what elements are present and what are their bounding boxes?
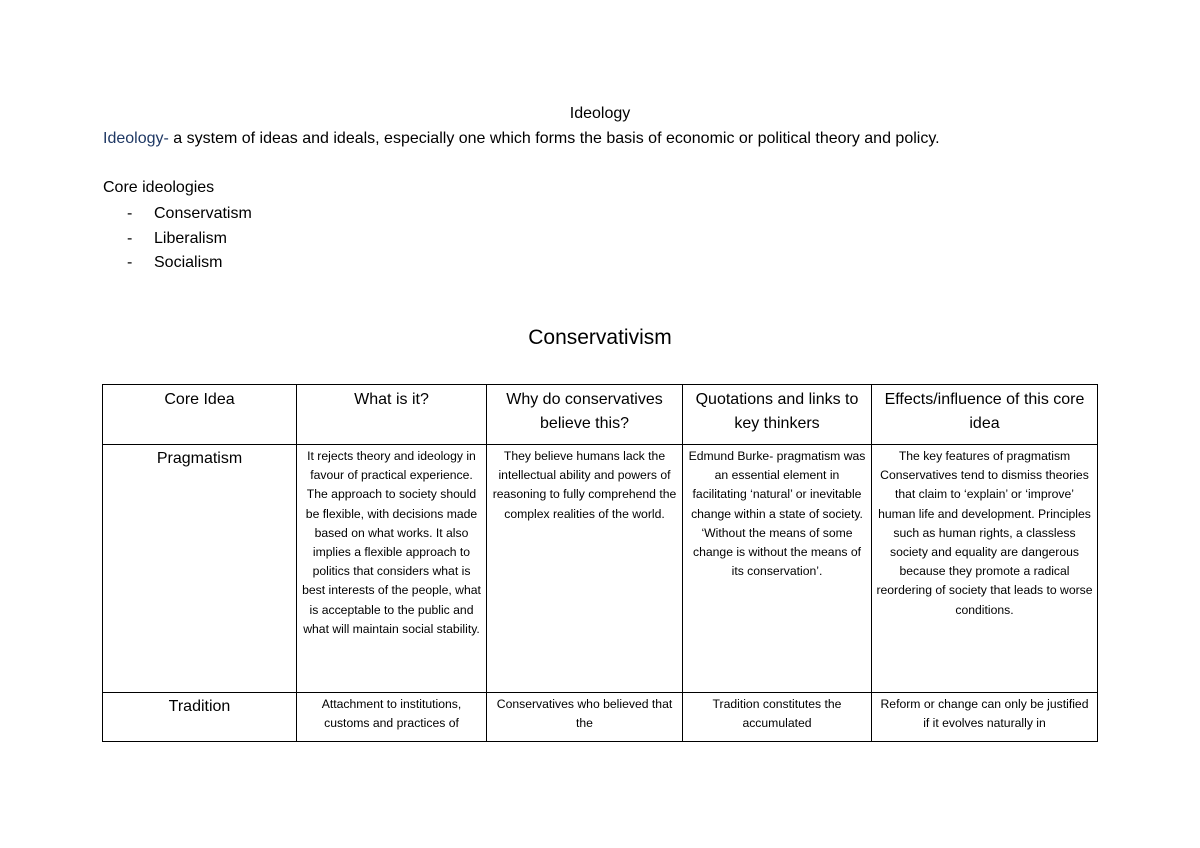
table-row [103,445,1098,693]
list-item [103,252,252,277]
list-item-label: Socialism [154,254,223,271]
document-title: Ideology [569,105,631,122]
core-ideologies-list [103,203,252,277]
header-quotations: Quotations and links to key thinkers [683,385,872,445]
definition-term: Ideology- [103,130,169,147]
core-ideologies-heading: Core ideologies [103,179,215,196]
cell-why-believe: Conservatives who believed that the [487,693,683,742]
definition-text: a system of ideas and ideals, especially one which forms the basis of economic or political theory and policy. [168,130,940,147]
cell-core-idea: Tradition [103,693,297,742]
cell-what-is-it: Attachment to institutions, customs and practices of [297,693,487,742]
section-title: Conservativism [528,326,672,349]
header-what-is-it: What is it? [297,385,487,445]
cell-quotations: Edmund Burke- pragmatism was an essential element in facilitating ‘natural’ or inevitable change within a state of society. ‘Without the means of some change is without the means of its conservation’. [683,445,872,693]
cell-effects: Reform or change can only be justified if it evolves naturally in [872,693,1098,742]
cell-what-is-it: It rejects theory and ideology in favour of practical experience. The approach to society should be flexible, with decisions made based on what works. It also implies a flexible approach to politics that considers what is best interests of the people, what is acceptable to the public and what will maintain social stability. [297,445,487,693]
header-effects: Effects/influence of this core idea [872,385,1098,445]
ideology-definition [103,130,1103,148]
list-dash: - [127,229,133,247]
cell-why-believe: They believe humans lack the intellectual ability and powers of reasoning to fully comprehend the complex realities of the world. [487,445,683,693]
core-ideas-table [102,384,1098,742]
cell-core-idea: Pragmatism [103,445,297,693]
list-item-label: Liberalism [154,229,227,247]
list-item-label: Conservatism [154,205,252,222]
list-item [103,203,252,228]
list-dash: - [127,254,133,271]
list-dash: - [127,205,133,222]
table-row [103,693,1098,742]
table-header-row [103,385,1098,445]
header-core-idea: Core Idea [103,385,297,445]
header-why-believe: Why do conservatives believe this? [487,385,683,445]
cell-effects: The key features of pragmatism Conservatives tend to dismiss theories that claim to ‘explain’ or ‘improve’ human life and development. Principles such as human rights, a classless society and equality are dangerous because they promote a radical reordering of society that leads to worse conditions. [872,445,1098,693]
list-item [103,228,252,253]
cell-quotations: Tradition constitutes the accumulated [683,693,872,742]
